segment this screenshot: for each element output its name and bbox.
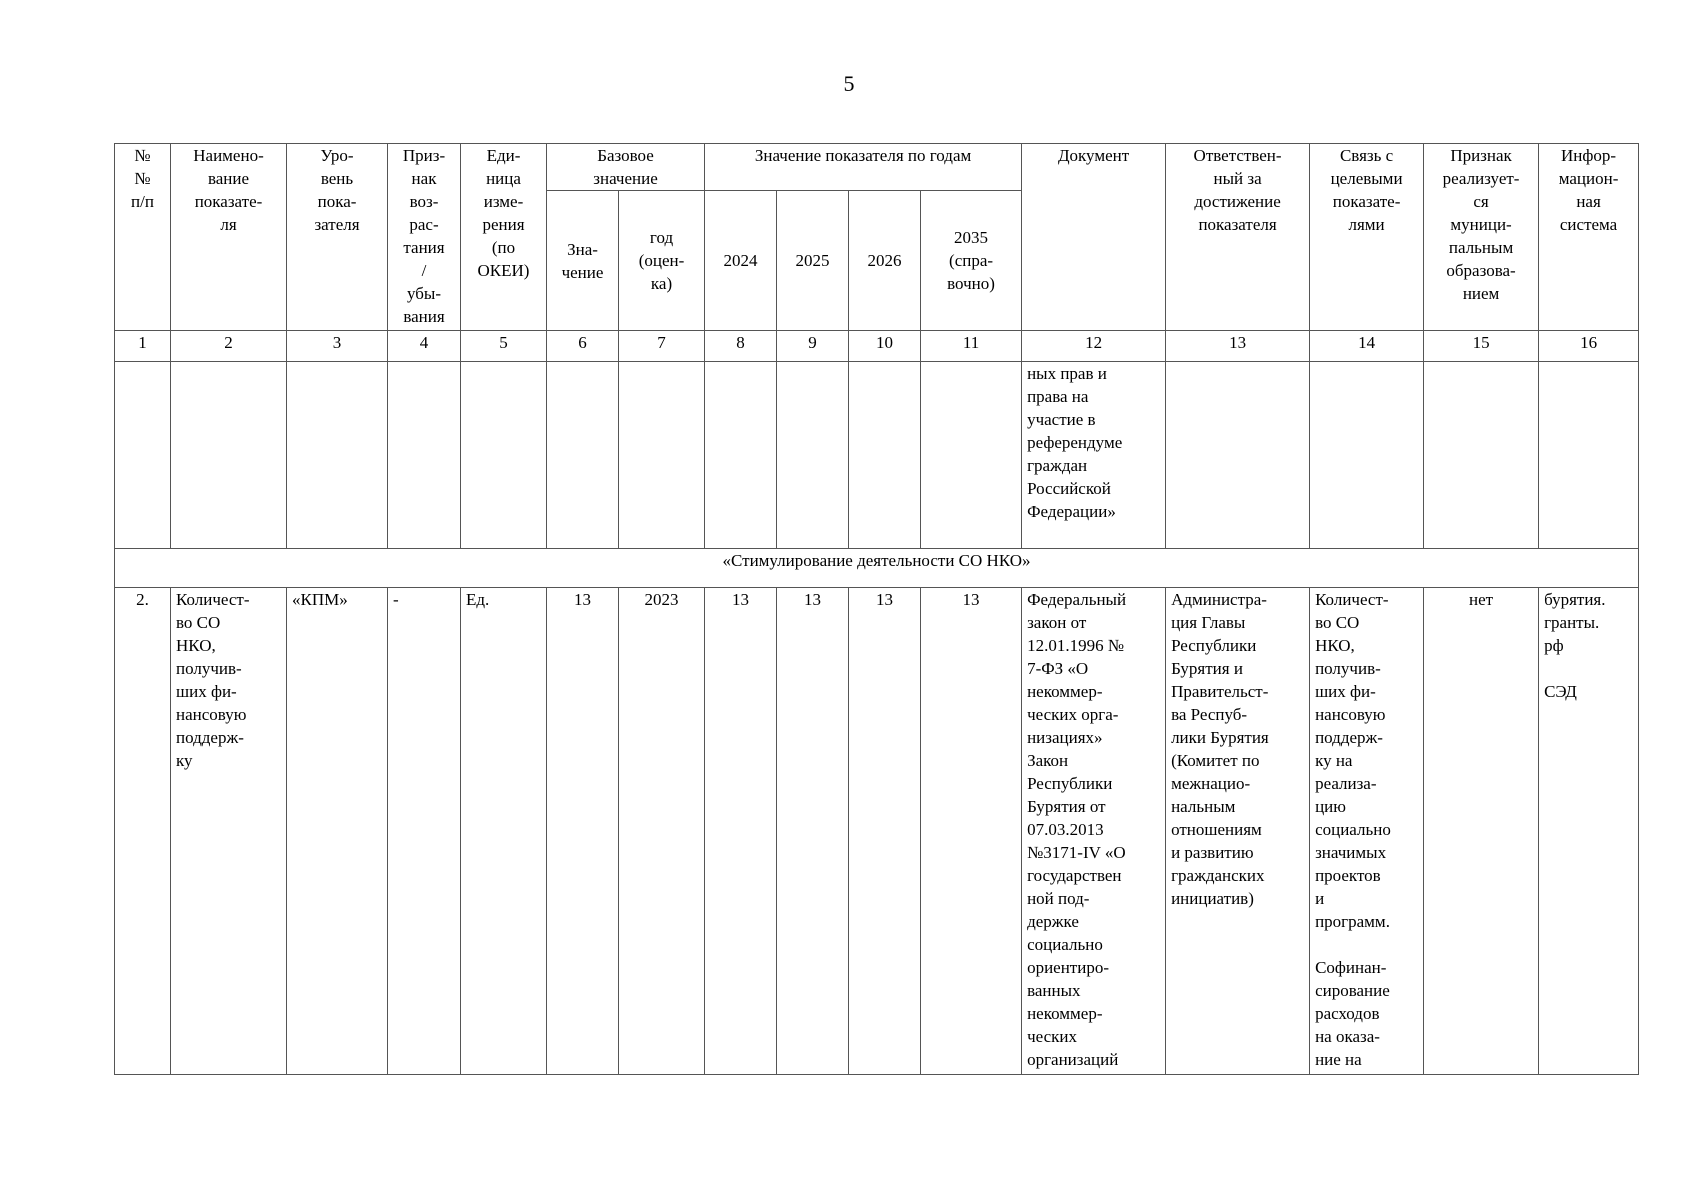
- column-number: 3: [287, 331, 388, 362]
- column-number-row: [115, 331, 1639, 362]
- header-unit: Еди- ница изме- рения (по ОКЕИ): [461, 144, 547, 331]
- header-years-group: Значение показателя по годам: [705, 144, 1022, 191]
- empty-cell: [849, 362, 921, 549]
- column-number: 10: [849, 331, 921, 362]
- empty-cell: [921, 362, 1022, 549]
- empty-cell: [619, 362, 705, 549]
- column-number: 2: [171, 331, 287, 362]
- header-municipal-sign: Признак реализует- ся муници- пальным образова- нием: [1424, 144, 1539, 331]
- header-year-2025: 2025: [777, 191, 849, 331]
- header-year-2035: 2035 (спра- вочно): [921, 191, 1022, 331]
- empty-cell: [461, 362, 547, 549]
- value-2026: 13: [849, 588, 921, 1075]
- empty-cell: [287, 362, 388, 549]
- header-year-2026: 2026: [849, 191, 921, 331]
- empty-cell: [705, 362, 777, 549]
- growth-sign: -: [388, 588, 461, 1075]
- table-row: [115, 588, 1639, 1075]
- column-number: 7: [619, 331, 705, 362]
- municipal-sign: нет: [1424, 588, 1539, 1075]
- base-year: 2023: [619, 588, 705, 1075]
- column-number: 5: [461, 331, 547, 362]
- column-number: 6: [547, 331, 619, 362]
- empty-cell: [1310, 362, 1424, 549]
- column-number: 14: [1310, 331, 1424, 362]
- responsible: Администра- ция Главы Республики Бурятия и Правительст- ва Респуб- лики Бурятия (Комитет по межнацио- нальным отношениям и развитию гражданских инициатив): [1166, 588, 1310, 1075]
- empty-cell: [1539, 362, 1639, 549]
- info-system: бурятия. гранты. рф СЭД: [1539, 588, 1639, 1075]
- column-number: 9: [777, 331, 849, 362]
- header-base-year: год (оцен- ка): [619, 191, 705, 331]
- indicator-name: Количест- во СО НКО, получив- ших фи- нансовую поддерж- ку: [171, 588, 287, 1075]
- empty-cell: [388, 362, 461, 549]
- target-link: Количест- во СО НКО, получив- ших фи- нансовую поддерж- ку на реализа- цию социально значимых проектов и программ. Софинан- сирование расходов на оказа- ние на: [1310, 588, 1424, 1075]
- base-value: 13: [547, 588, 619, 1075]
- header-indicator-level: Уро- вень пока- зателя: [287, 144, 388, 331]
- column-number: 12: [1022, 331, 1166, 362]
- header-base-group: Базовое значение: [547, 144, 705, 191]
- empty-cell: [171, 362, 287, 549]
- indicator-level: «КПМ»: [287, 588, 388, 1075]
- indicator-table: [114, 143, 1639, 1075]
- continuation-row: [115, 362, 1639, 549]
- column-number: 8: [705, 331, 777, 362]
- document: Федеральный закон от 12.01.1996 № 7-ФЗ «О некоммер- ческих орга- низациях» Закон Республики Бурятия от 07.03.2013 №3171-IV «О государствен ной под- держке социально ориентиро- ванных некоммер- ческих организаций: [1022, 588, 1166, 1075]
- header-indicator-name: Наимено- вание показате- ля: [171, 144, 287, 331]
- header-responsible: Ответствен- ный за достижение показателя: [1166, 144, 1310, 331]
- header-document: Документ: [1022, 144, 1166, 331]
- empty-cell: [115, 362, 171, 549]
- value-2035: 13: [921, 588, 1022, 1075]
- empty-cell: [1166, 362, 1310, 549]
- header-info-system: Инфор- мацион- ная система: [1539, 144, 1639, 331]
- header-growth-sign: Приз- нак воз- рас- тания / убы- вания: [388, 144, 461, 331]
- header-base-value: Зна- чение: [547, 191, 619, 331]
- column-number: 16: [1539, 331, 1639, 362]
- column-number: 13: [1166, 331, 1310, 362]
- section-row: [115, 549, 1639, 588]
- empty-cell: [1424, 362, 1539, 549]
- column-number: 1: [115, 331, 171, 362]
- header-row-number: № № п/п: [115, 144, 171, 331]
- column-number: 15: [1424, 331, 1539, 362]
- value-2024: 13: [705, 588, 777, 1075]
- unit: Ед.: [461, 588, 547, 1075]
- section-title: «Стимулирование деятельности СО НКО»: [115, 549, 1639, 588]
- continuation-document: ных прав и права на участие в референдуме граждан Российской Федерации»: [1022, 362, 1166, 549]
- header-target-link: Связь с целевыми показате- лями: [1310, 144, 1424, 331]
- page-number: 5: [843, 71, 855, 96]
- empty-cell: [547, 362, 619, 549]
- column-number: 11: [921, 331, 1022, 362]
- empty-cell: [777, 362, 849, 549]
- value-2025: 13: [777, 588, 849, 1075]
- column-number: 4: [388, 331, 461, 362]
- row-number: 2.: [115, 588, 171, 1075]
- header-year-2024: 2024: [705, 191, 777, 331]
